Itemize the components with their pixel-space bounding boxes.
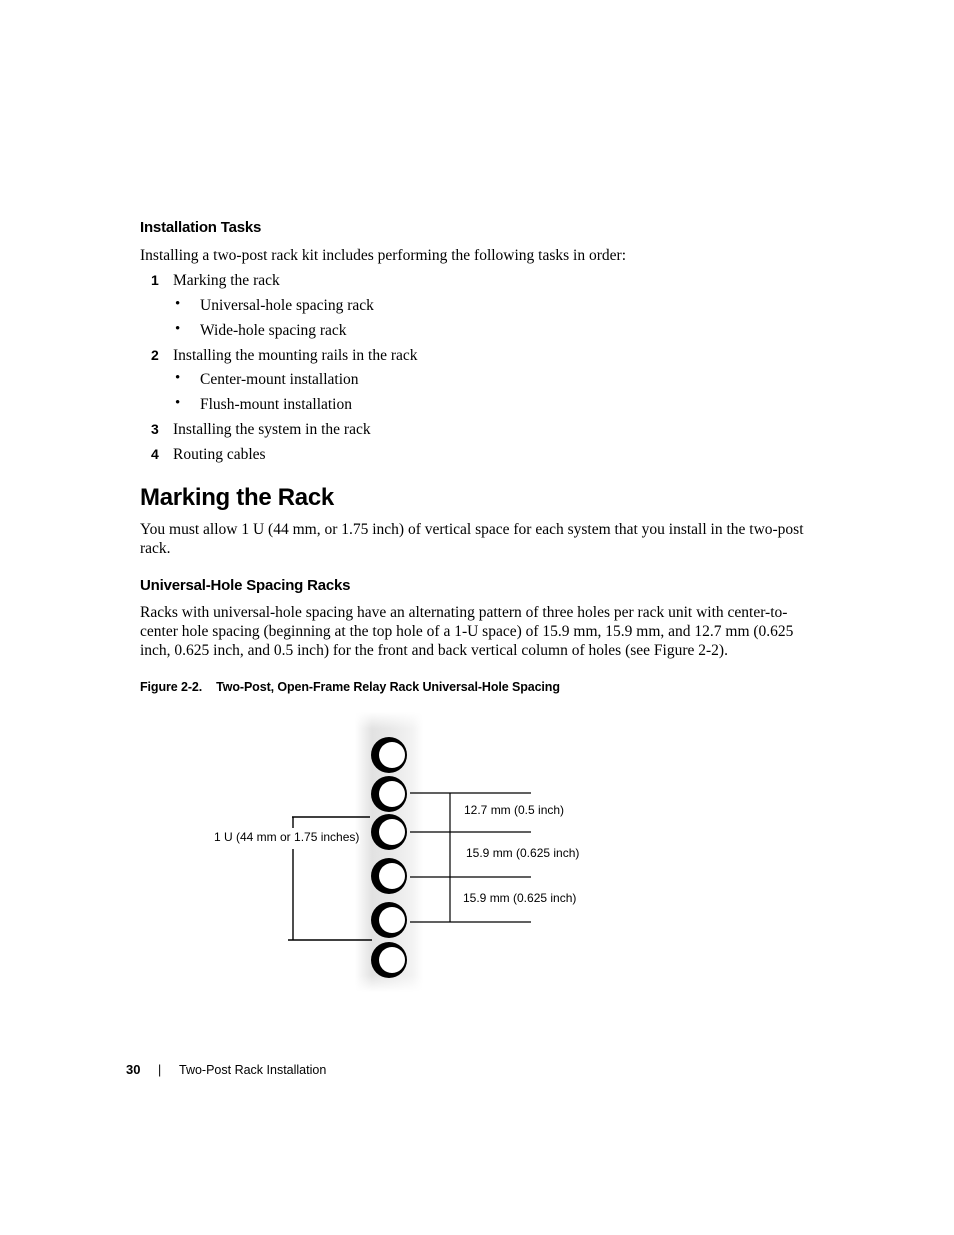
spacing-label-15-9mm-lower: 15.9 mm (0.625 inch): [463, 891, 577, 905]
figure-label: Figure 2-2.: [140, 680, 203, 694]
page-number: 30: [126, 1062, 141, 1077]
sub-item-text: Universal-hole spacing rack: [200, 297, 374, 314]
task-text: Installing the system in the rack: [173, 421, 371, 438]
task-number: 2: [151, 347, 159, 363]
marking-the-rack-heading: Marking the Rack: [140, 484, 334, 511]
marking-paragraph: You must allow 1 U (44 mm, or 1.75 inch) of vertical space for each system that you install in the two-post rack.: [140, 521, 804, 557]
rack-hole: [371, 902, 407, 938]
rack-hole: [371, 858, 407, 894]
footer-separator: |: [158, 1063, 162, 1077]
one-u-label: 1 U (44 mm or 1.75 inches): [214, 830, 360, 844]
universal-hole-paragraph: Racks with universal-hole spacing have an alternating pattern of three holes per rack unit with center-to-center hole spacing (beginning at the top hole of a 1-U space) of 15.9 mm, 15.9 mm, and 12.7 mm (0.625 inch, 0.625 inch, and 0.5 inch) for the front and back vertical column of holes (see Figure 2-2).: [140, 604, 794, 659]
figure-title: Two-Post, Open-Frame Relay Rack Universal-Hole Spacing: [216, 680, 560, 694]
task-text: Installing the mounting rails in the rack: [173, 347, 418, 364]
rack-hole: [371, 942, 407, 978]
installation-tasks-heading: Installation Tasks: [140, 219, 262, 236]
sub-item-text: Center-mount installation: [200, 371, 359, 388]
task-text: Routing cables: [173, 446, 266, 463]
rack-hole: [371, 814, 407, 850]
bullet-icon: •: [175, 370, 181, 386]
footer-chapter-title: Two-Post Rack Installation: [179, 1063, 327, 1077]
task-number: 4: [151, 446, 159, 462]
spacing-label-15-9mm-upper: 15.9 mm (0.625 inch): [466, 846, 580, 860]
figure-caption: [140, 680, 560, 694]
bullet-icon: •: [175, 296, 181, 312]
installation-tasks-intro: Installing a two-post rack kit includes performing the following tasks in order:: [140, 247, 626, 264]
rack-hole: [371, 737, 407, 773]
rack-hole: [371, 776, 407, 812]
bullet-icon: •: [175, 321, 181, 337]
rack-hole-spacing-figure: [200, 712, 620, 992]
bullet-icon: •: [175, 395, 181, 411]
sub-item-text: Flush-mount installation: [200, 396, 352, 413]
sub-item-text: Wide-hole spacing rack: [200, 322, 347, 339]
task-text: Marking the rack: [173, 272, 280, 289]
spacing-label-12-7mm: 12.7 mm (0.5 inch): [464, 803, 565, 817]
task-number: 1: [151, 272, 159, 288]
universal-hole-heading: Universal-Hole Spacing Racks: [140, 577, 351, 594]
task-number: 3: [151, 421, 159, 437]
